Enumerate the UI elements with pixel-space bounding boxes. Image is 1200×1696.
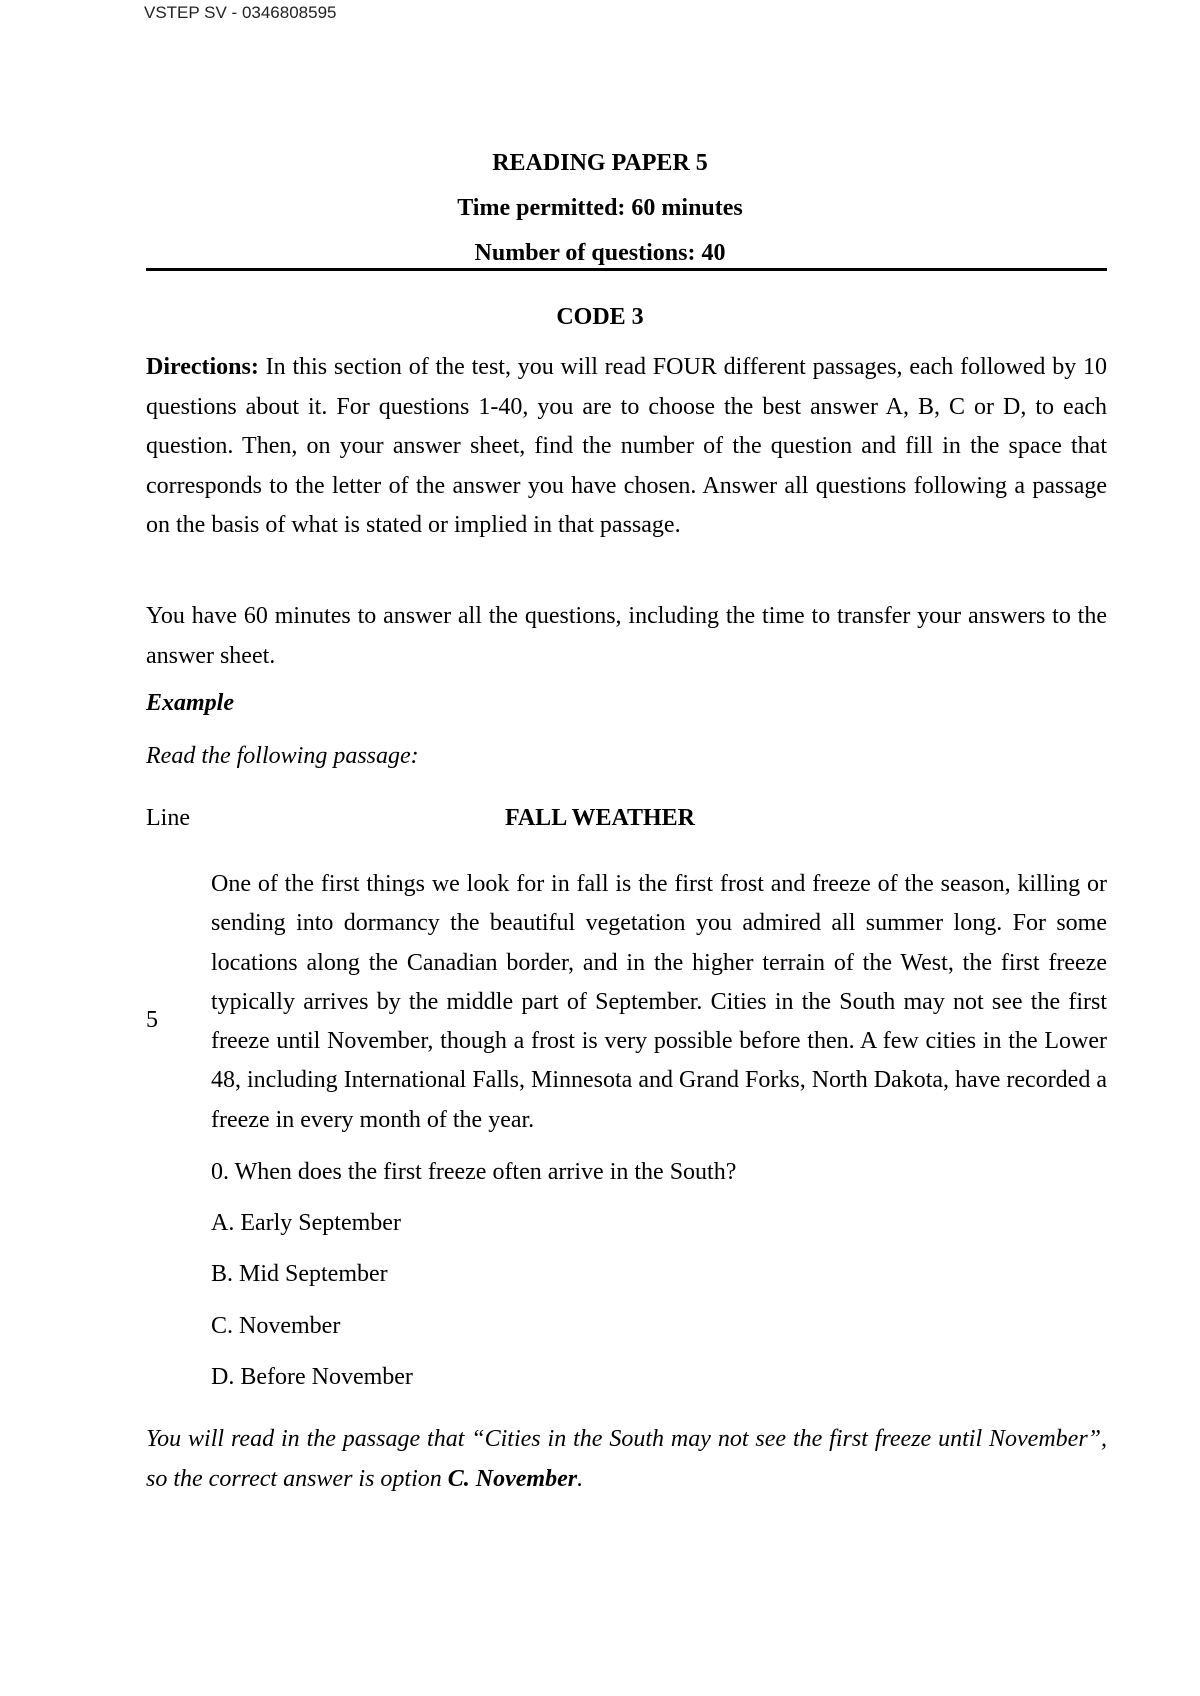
example-label: Example <box>146 690 234 716</box>
code-label: CODE 3 <box>556 304 644 330</box>
example-explanation <box>146 1420 1107 1499</box>
option-b: B. Mid September <box>211 1261 388 1287</box>
line-number: 5 <box>146 1007 158 1033</box>
example-instruction: Read the following passage: <box>146 743 419 769</box>
example-question: 0. When does the first freeze often arrive in the South? <box>211 1159 737 1185</box>
explanation-text: You will read in the passage that “Cities in the South may not see the first freeze until November”, so the correct answer is option <box>146 1426 1107 1492</box>
directions-paragraph <box>146 348 1107 546</box>
passage-title: FALL WEATHER <box>504 805 696 831</box>
option-c: C. November <box>211 1313 341 1339</box>
number-of-questions: Number of questions: 40 <box>474 240 726 266</box>
watermark: VSTEP SV - 0346808595 <box>144 3 337 22</box>
line-label: Line <box>146 805 190 831</box>
directions-text: In this section of the test, you will read FOUR different passages, each followed by 10 questions about it. For questions 1-40, you are to choose the best answer A, B, C or D, to each question. Then, on your answer sheet, find the number of the question and fill in the space that corresponds to the letter of the answer you have chosen. Answer all questions following a passage on the basis of what is stated or implied in that passage. <box>146 354 1107 538</box>
option-d: D. Before November <box>211 1364 413 1390</box>
time-note: You have 60 minutes to answer all the questions, including the time to transfer your answers to the answer sheet. <box>146 603 1107 669</box>
page-title: READING PAPER 5 <box>492 150 708 176</box>
directions-label: Directions: <box>146 354 259 380</box>
header-rule <box>146 268 1107 271</box>
explanation-end: . <box>577 1465 584 1492</box>
time-permitted: Time permitted: 60 minutes <box>457 195 743 221</box>
example-passage: One of the first things we look for in fall is the first frost and freeze of the season, killing or sending into dormancy the beautiful vegetation you admired all summer long. For some locations along the Canadian border, and in the higher terrain of the West, the first freeze typically arrives by the middle part of September. Cities in the South may not see the first freeze until November, though a frost is very possible before then. A few cities in the Lower 48, including International Falls, Minnesota and Grand Forks, North Dakota, have recorded a freeze in every month of the year. <box>211 871 1107 1133</box>
correct-answer: C. November <box>447 1465 578 1492</box>
option-a: A. Early September <box>211 1210 401 1236</box>
